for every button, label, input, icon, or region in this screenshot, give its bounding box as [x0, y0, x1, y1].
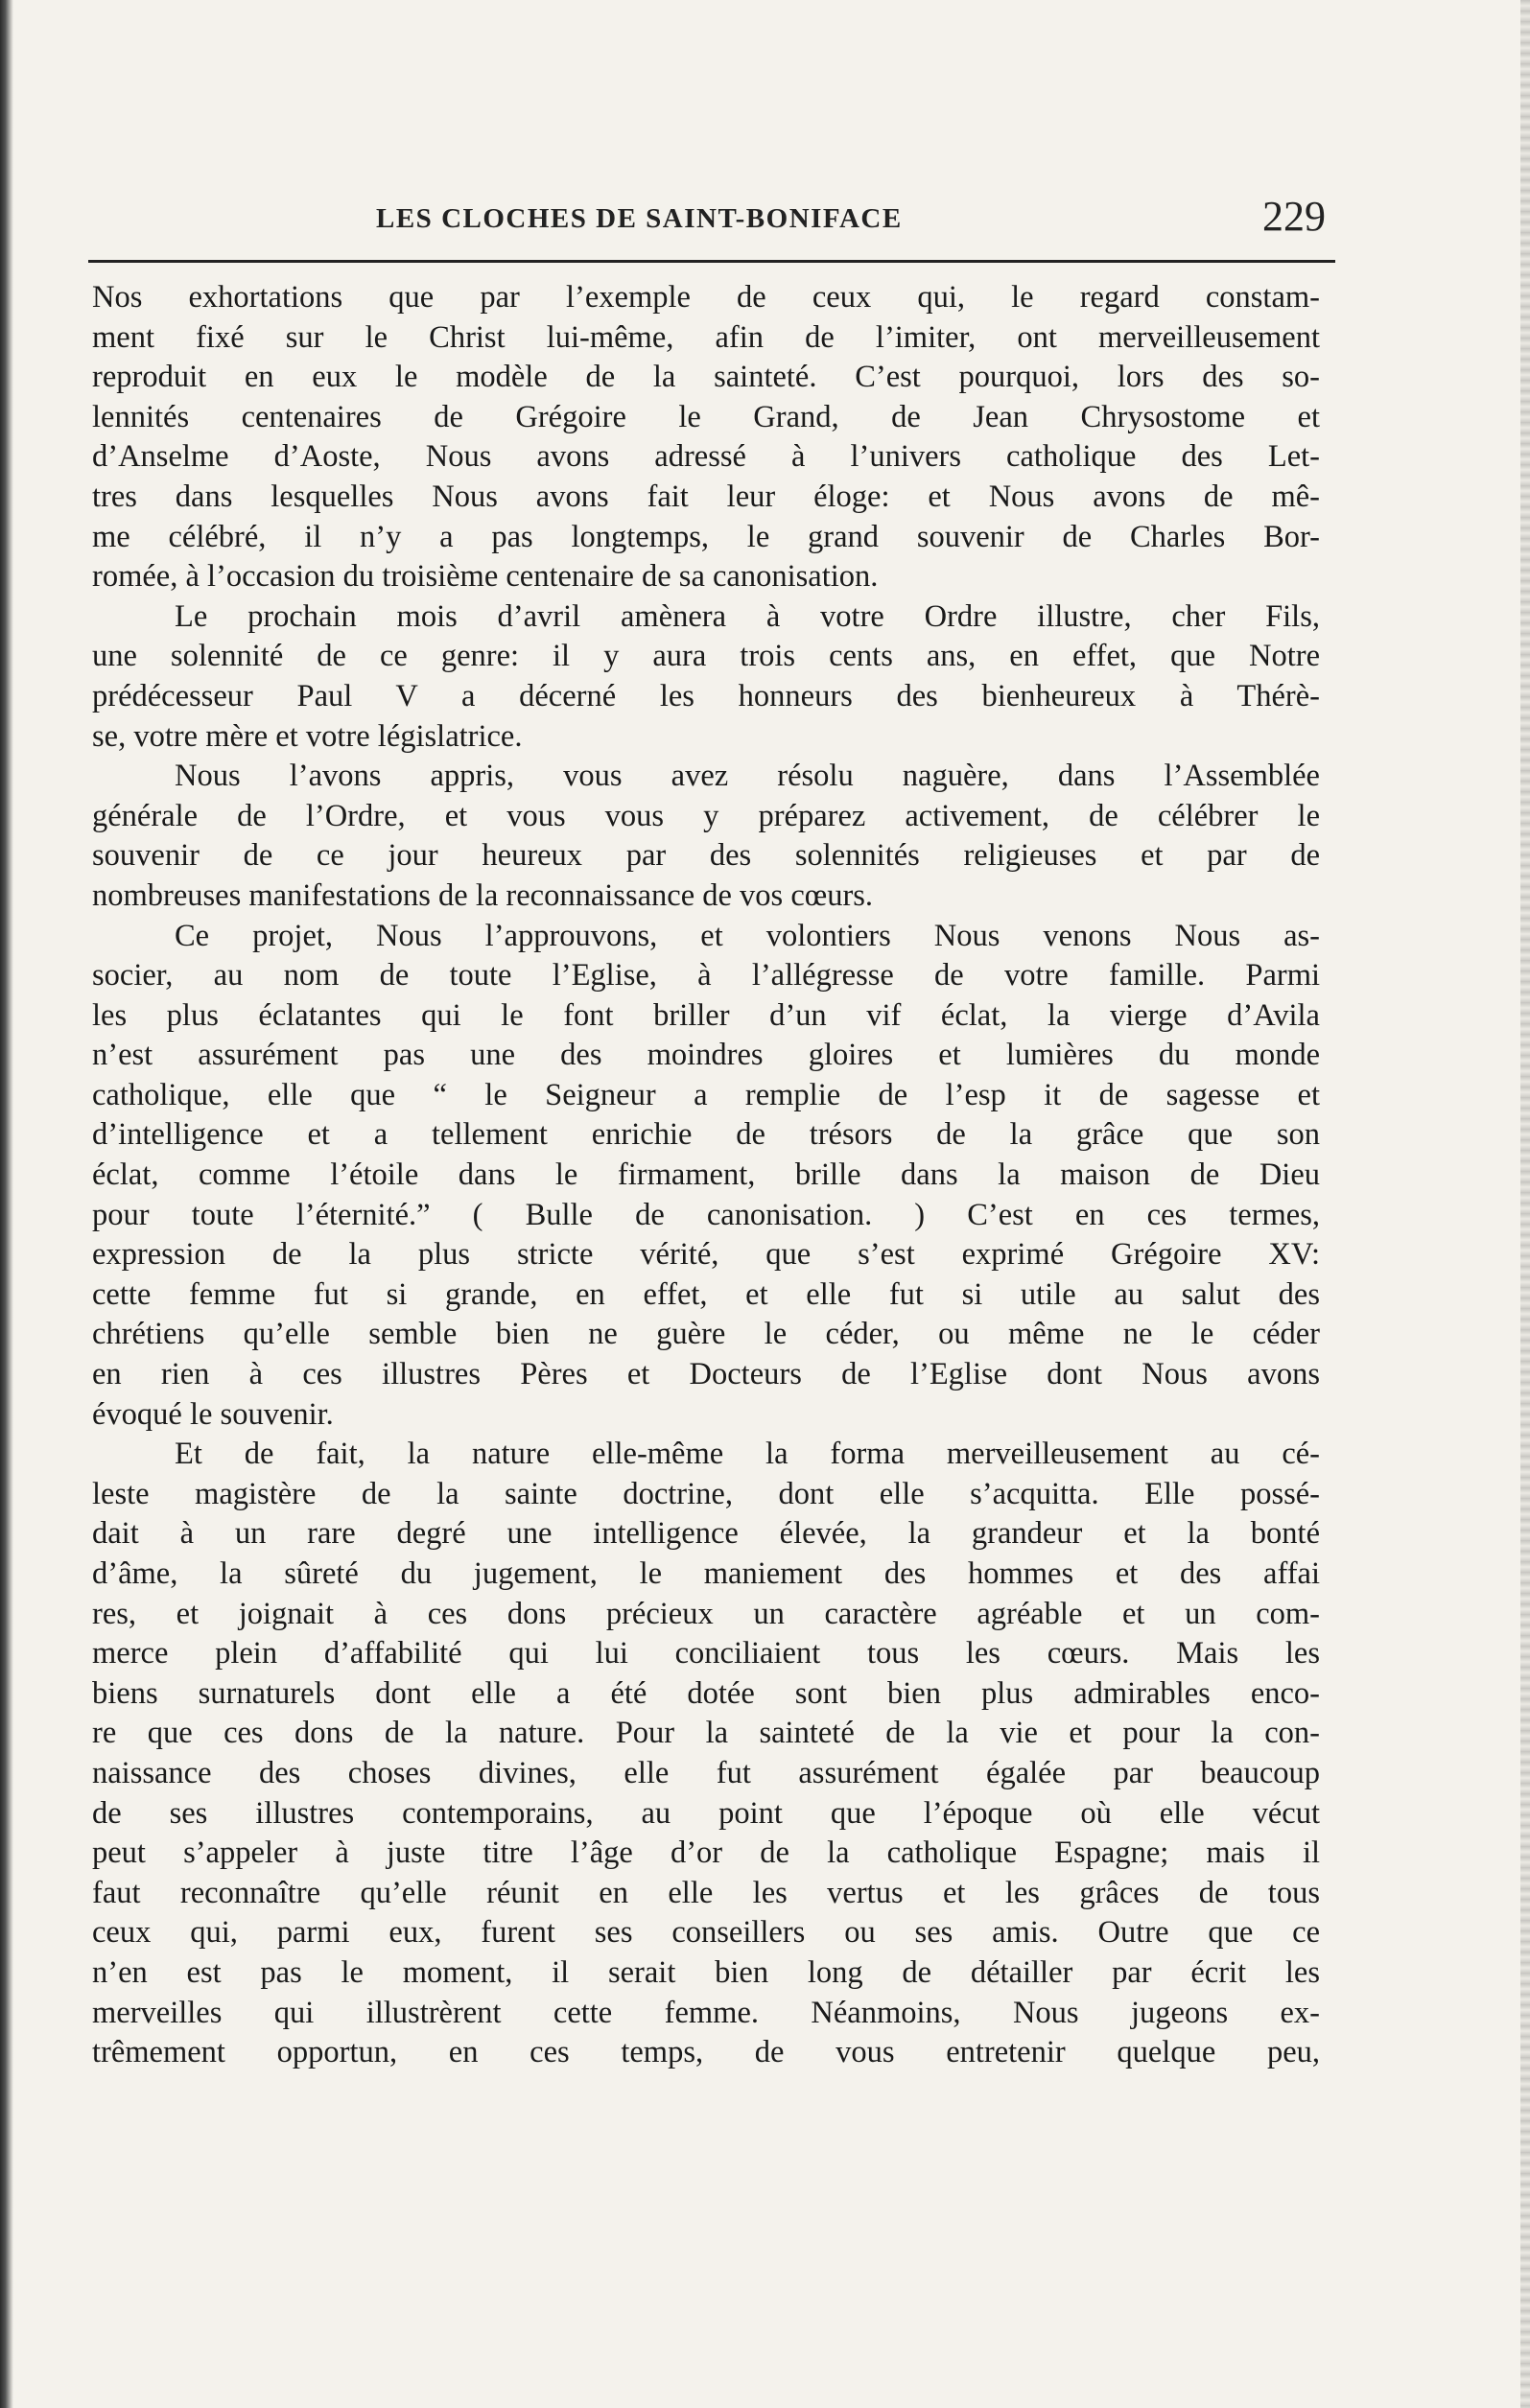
page-right-edge [1520, 0, 1530, 2408]
text-line: merveilles qui illustrèrent cette femme. Néanmoins, Nous jugeons ex- [92, 1995, 1320, 2030]
text-line: socier, au nom de toute l’Eglise, à l’allégresse de votre famille. Parmi [92, 958, 1320, 994]
text-line: re que ces dons de la nature. Pour la sainteté de la vie et pour la con- [92, 1716, 1320, 1751]
text-line: merce plein d’affabilité qui lui conciliaient tous les cœurs. Mais les [92, 1636, 1320, 1672]
text-line: reproduit en eux le modèle de la sainteté. C’est pourquoi, lors des so- [92, 360, 1320, 395]
text-line: nombreuses manifestations de la reconnaissance de vos cœurs. [92, 877, 874, 913]
page-binding-edge [0, 0, 13, 2408]
text-line: trêmement opportun, en ces temps, de vous entretenir quelque peu, [92, 2035, 1320, 2070]
text-line: n’en est pas le moment, il serait bien long de détailler par écrit les [92, 1954, 1320, 1990]
page-header [88, 192, 1335, 240]
text-line: lennités centenaires de Grégoire le Grand, de Jean Chrysostome et [92, 399, 1320, 434]
text-line: en rien à ces illustres Pères et Docteurs de l’Eglise dont Nous avons [92, 1357, 1320, 1392]
text-line: romée, à l’occasion du troisième centenaire de sa canonisation. [92, 559, 879, 595]
text-line: faut reconnaître qu’elle réunit en elle les vertus et les grâces de tous [92, 1875, 1320, 1910]
text-line: souvenir de ce jour heureux par des solennités religieuses et par de [92, 838, 1320, 874]
text-line: cette femme fut si grande, en effet, et elle fut si utile au salut des [92, 1276, 1320, 1312]
text-line: Et de fait, la nature elle-même la forma merveilleusement au cé- [175, 1437, 1320, 1472]
text-line: d’Anselme d’Aoste, Nous avons adressé à l’univers catholique des Let- [92, 439, 1320, 475]
text-line: leste magistère de la sainte doctrine, dont elle s’acquitta. Elle possé- [92, 1476, 1320, 1511]
text-line: ceux qui, parmi eux, furent ses conseillers ou ses amis. Outre que ce [92, 1915, 1320, 1951]
text-line: éclat, comme l’étoile dans le firmament, brille dans la maison de Dieu [92, 1157, 1320, 1193]
text-line: Ce projet, Nous l’approuvons, et volontiers Nous venons Nous as- [175, 918, 1320, 953]
text-line: dait à un rare degré une intelligence élevée, la grandeur et la bonté [92, 1516, 1320, 1552]
text-line: ment fixé sur le Christ lui-même, afin de l’imiter, ont merveilleusement [92, 319, 1320, 355]
text-line: Nos exhortations que par l’exemple de ceux qui, le regard constam- [92, 280, 1320, 315]
header-rule [88, 260, 1335, 263]
text-line: res, et joignait à ces dons précieux un caractère agréable et un com- [92, 1596, 1320, 1631]
text-line: pour toute l’éternité.” ( Bulle de canonisation. ) C’est en ces termes, [92, 1197, 1320, 1232]
text-line: d’âme, la sûreté du jugement, le maniement des hommes et des affai [92, 1556, 1320, 1591]
text-line: expression de la plus stricte vérité, que s’est exprimé Grégoire XV: [92, 1237, 1320, 1273]
body-text [92, 278, 1320, 2073]
text-line: me célébré, il n’y a pas longtemps, le grand souvenir de Charles Bor- [92, 519, 1320, 554]
text-line: les plus éclatantes qui le font briller d’un vif éclat, la vierge d’Avila [92, 997, 1320, 1033]
text-line: se, votre mère et votre législatrice. [92, 718, 523, 754]
text-line: évoqué le souvenir. [92, 1396, 334, 1432]
text-line: peut s’appeler à juste titre l’âge d’or de la catholique Espagne; mais il [92, 1835, 1320, 1871]
text-line: une solennité de ce genre: il y aura trois cents ans, en effet, que Notre [92, 639, 1320, 674]
page-number: 229 [1262, 193, 1326, 240]
text-line: biens surnaturels dont elle a été dotée sont bien plus admirables enco- [92, 1675, 1320, 1711]
text-line: naissance des choses divines, elle fut assurément égalée par beaucoup [92, 1755, 1320, 1790]
text-line: chrétiens qu’elle semble bien ne guère le céder, ou même ne le céder [92, 1317, 1320, 1352]
text-line: générale de l’Ordre, et vous vous y préparez activement, de célébrer le [92, 798, 1320, 833]
text-line: de ses illustres contemporains, au point que l’époque où elle vécut [92, 1795, 1320, 1831]
text-line: Le prochain mois d’avril amènera à votre Ordre illustre, cher Fils, [175, 598, 1320, 634]
running-title: LES CLOCHES DE SAINT-BONIFACE [376, 203, 903, 234]
text-line: n’est assurément pas une des moindres gloires et lumières du monde [92, 1038, 1320, 1073]
text-line: tres dans lesquelles Nous avons fait leur éloge: et Nous avons de mê- [92, 479, 1320, 514]
text-line: Nous l’avons appris, vous avez résolu naguère, dans l’Assemblée [175, 759, 1320, 794]
text-line: catholique, elle que “ le Seigneur a remplie de l’esp it de sagesse et [92, 1077, 1320, 1112]
text-line: prédécesseur Paul V a décerné les honneurs des bienheureux à Thérè- [92, 678, 1320, 713]
text-line: d’intelligence et a tellement enrichie de trésors de la grâce que son [92, 1117, 1320, 1153]
